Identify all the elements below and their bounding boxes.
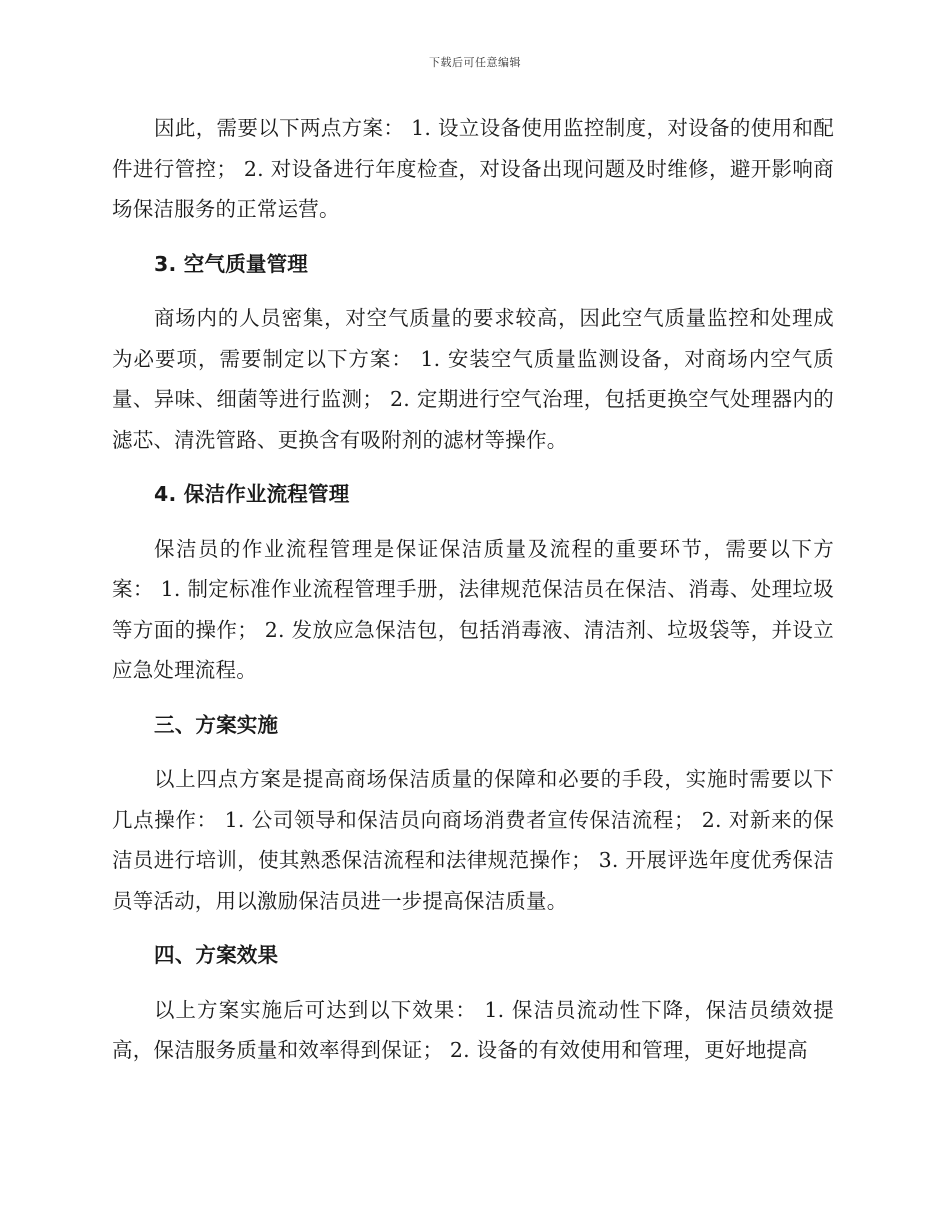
- heading-implementation: 三、方案实施: [154, 712, 279, 737]
- heading-air-quality: 3. 空气质量管理: [154, 251, 308, 276]
- heading-effects: 四、方案效果: [154, 943, 279, 967]
- document-body: [112, 108, 834, 1085]
- page-header: 下载后可任意编辑: [429, 56, 521, 69]
- paragraph-workflow: 保洁员的作业流程管理是保证保洁质量及流程的重要环节，需要以下方案： 1. 制定标准作业流程管理手册，法律规范保洁员在保洁、消毒、处理垃圾等方面的操作； 2. 发放应急保洁包，包括消毒液、清洁剂、垃圾袋等，并设立应急处理流程。: [112, 536, 834, 682]
- heading-workflow: 4. 保洁作业流程管理: [154, 482, 350, 506]
- paragraph-air-quality: 商场内的人员密集，对空气质量的要求较高，因此空气质量监控和处理成为必要项，需要制定以下方案： 1. 安装空气质量监测设备，对商场内空气质量、异味、细菌等进行监测； 2. 定期进行空气治理，包括更换空气处理器内的滤芯、清洗管路、更换含有吸附剂的滤材等操作。: [112, 306, 834, 452]
- paragraph-implementation: 以上四点方案是提高商场保洁质量的保障和必要的手段，实施时需要以下几点操作： 1. 公司领导和保洁员向商场消费者宣传保洁流程； 2. 对新来的保洁员进行培训，使其熟悉保洁流程和法律规范操作； 3. 开展评选年度优秀保洁员等活动，用以激励保洁员进一步提高保洁质量。: [112, 767, 834, 913]
- paragraph-equipment-plan: 因此，需要以下两点方案： 1. 设立设备使用监控制度，对设备的使用和配件进行管控； 2. 对设备进行年度检查，对设备出现问题及时维修，避开影响商场保洁服务的正常运营。: [112, 116, 834, 221]
- paragraph-effects: 以上方案实施后可达到以下效果： 1. 保洁员流动性下降，保洁员绩效提高，保洁服务质量和效率得到保证； 2. 设备的有效使用和管理，更好地提高: [112, 997, 834, 1062]
